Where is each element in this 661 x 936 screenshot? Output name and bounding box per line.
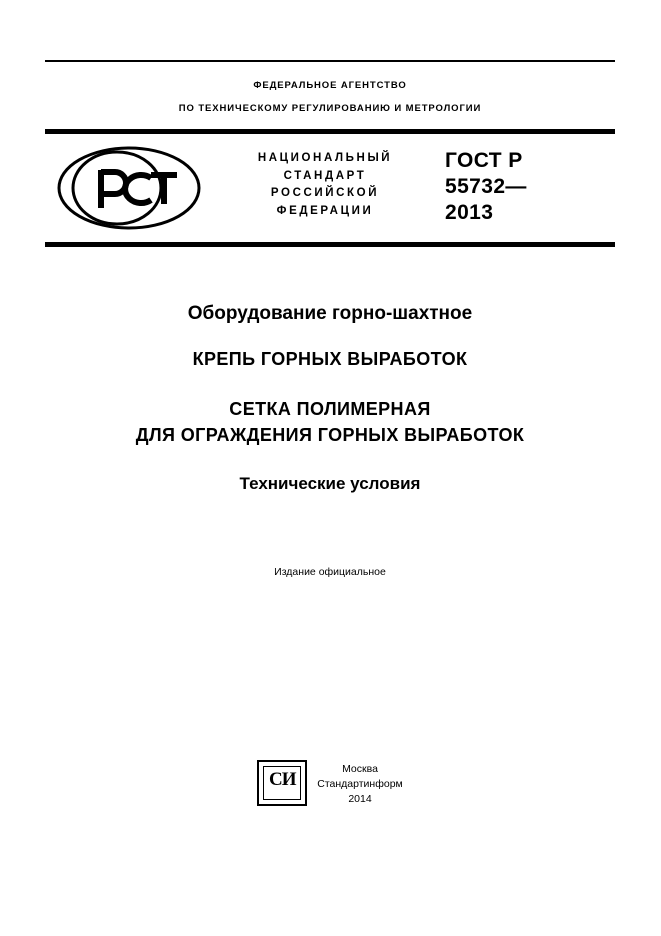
standard-label-line-4: ФЕДЕРАЦИИ [276, 205, 374, 218]
page-content [45, 60, 615, 806]
title-line-3b: ДЛЯ ОГРАЖДЕНИЯ ГОРНЫХ ВЫРАБОТОК [135, 424, 525, 445]
publisher-city: Москва [342, 763, 378, 775]
title-line-1: Оборудование горно-шахтное [187, 302, 473, 324]
agency-header [45, 62, 615, 129]
standard-band [45, 134, 615, 242]
publisher-text [317, 760, 403, 808]
standard-designation [445, 148, 615, 227]
standard-label [235, 150, 415, 221]
standard-label-line-1: НАЦИОНАЛЬНЫЙ [257, 151, 393, 164]
publisher-name: Стандартинформ [317, 778, 403, 791]
standard-label-line-2: СТАНДАРТ [283, 169, 367, 182]
document-title-block [45, 303, 615, 494]
publisher-year: 2014 [348, 793, 372, 806]
standard-label-line-3: РОССИЙСКОЙ [270, 187, 380, 200]
edition-note: Издание официальное [274, 565, 386, 578]
logo-glyph: СИ [269, 769, 296, 790]
title-line-2: КРЕПЬ ГОРНЫХ ВЫРАБОТОК [192, 348, 468, 369]
designation-line-2: 55732— [445, 175, 527, 199]
title-line-3a: СЕТКА ПОЛИМЕРНАЯ [229, 398, 431, 419]
standartinform-logo-icon [257, 760, 307, 806]
gost-r-emblem-icon [55, 144, 203, 232]
lower-band-rule [45, 242, 615, 247]
designation-line-1: ГОСТ Р [445, 148, 523, 172]
title-line-4: Технические условия [239, 473, 421, 493]
title-line-3 [45, 396, 615, 448]
designation-line-3: 2013 [445, 201, 494, 225]
publisher-block [45, 760, 615, 808]
agency-line-1: ФЕДЕРАЛЬНОЕ АГЕНТСТВО [253, 80, 407, 91]
agency-line-2: ПО ТЕХНИЧЕСКОМУ РЕГУЛИРОВАНИЮ И МЕТРОЛОГИИ [178, 103, 482, 115]
